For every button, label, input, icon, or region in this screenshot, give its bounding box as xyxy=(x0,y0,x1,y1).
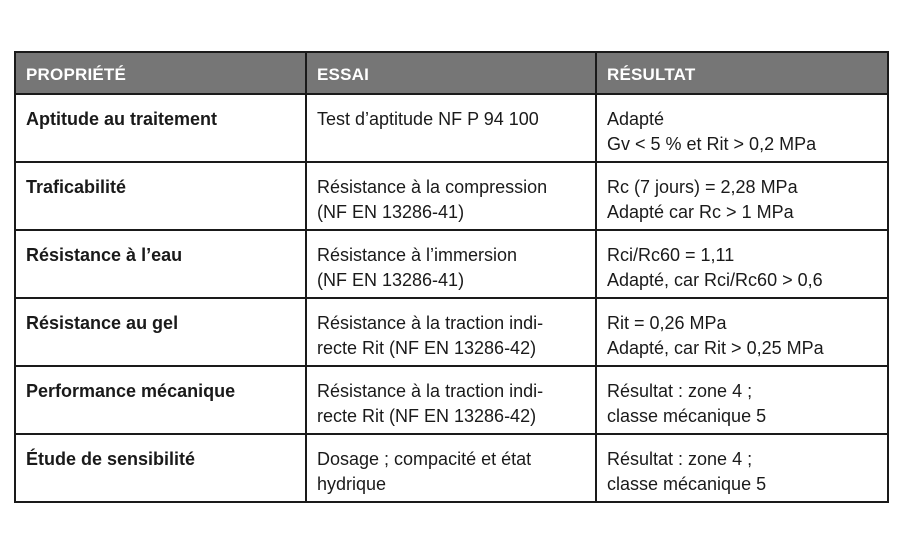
result-cell xyxy=(596,162,888,230)
result-line: Rci/Rc60 = 1,11 xyxy=(607,245,735,265)
test-line: hydrique xyxy=(317,474,387,494)
property-cell: Traficabilité xyxy=(15,162,306,230)
test-line: recte Rit (NF EN 13286-42) xyxy=(317,406,537,426)
test-line: Résistance à la traction indi- xyxy=(317,313,544,333)
table-row xyxy=(15,366,888,434)
test-line: Résistance à la compression xyxy=(317,177,548,197)
result-cell xyxy=(596,366,888,434)
test-line: Résistance à l’immersion xyxy=(317,245,518,265)
properties-table-container xyxy=(14,51,887,503)
test-cell xyxy=(306,94,596,162)
result-line: Adapté, car Rit > 0,25 MPa xyxy=(607,338,824,358)
result-line: Résultat : zone 4 ; xyxy=(607,381,753,401)
test-line: Test d’aptitude NF P 94 100 xyxy=(317,109,539,129)
test-line: (NF EN 13286-41) xyxy=(317,202,465,222)
table-row xyxy=(15,298,888,366)
header-test: ESSAI xyxy=(306,52,596,94)
result-line: Rc (7 jours) = 2,28 MPa xyxy=(607,177,798,197)
result-line: Adapté car Rc > 1 MPa xyxy=(607,202,794,222)
result-line: classe mécanique 5 xyxy=(607,406,767,426)
table-row xyxy=(15,162,888,230)
table-row xyxy=(15,434,888,502)
result-line: Résultat : zone 4 ; xyxy=(607,449,753,469)
test-cell xyxy=(306,230,596,298)
result-line: Adapté, car Rci/Rc60 > 0,6 xyxy=(607,270,823,290)
test-cell xyxy=(306,434,596,502)
header-result: RÉSULTAT xyxy=(596,52,888,94)
properties-table xyxy=(14,51,889,503)
result-cell xyxy=(596,434,888,502)
property-cell: Aptitude au traitement xyxy=(15,94,306,162)
result-cell xyxy=(596,298,888,366)
property-cell: Étude de sensibilité xyxy=(15,434,306,502)
test-line: recte Rit (NF EN 13286-42) xyxy=(317,338,537,358)
header-property: PROPRIÉTÉ xyxy=(15,52,306,94)
property-cell: Performance mécanique xyxy=(15,366,306,434)
result-line: Rit = 0,26 MPa xyxy=(607,313,727,333)
property-cell: Résistance au gel xyxy=(15,298,306,366)
test-line: Dosage ; compacité et état xyxy=(317,449,532,469)
result-line: classe mécanique 5 xyxy=(607,474,767,494)
result-cell xyxy=(596,94,888,162)
result-cell xyxy=(596,230,888,298)
test-cell xyxy=(306,298,596,366)
result-line: Gv < 5 % et Rit > 0,2 MPa xyxy=(607,134,817,154)
table-row xyxy=(15,94,888,162)
test-line: Résistance à la traction indi- xyxy=(317,381,544,401)
property-cell: Résistance à l’eau xyxy=(15,230,306,298)
test-cell xyxy=(306,366,596,434)
table-row xyxy=(15,230,888,298)
result-line: Adapté xyxy=(607,109,665,129)
test-line: (NF EN 13286-41) xyxy=(317,270,465,290)
test-cell xyxy=(306,162,596,230)
table-header-row xyxy=(15,52,888,94)
